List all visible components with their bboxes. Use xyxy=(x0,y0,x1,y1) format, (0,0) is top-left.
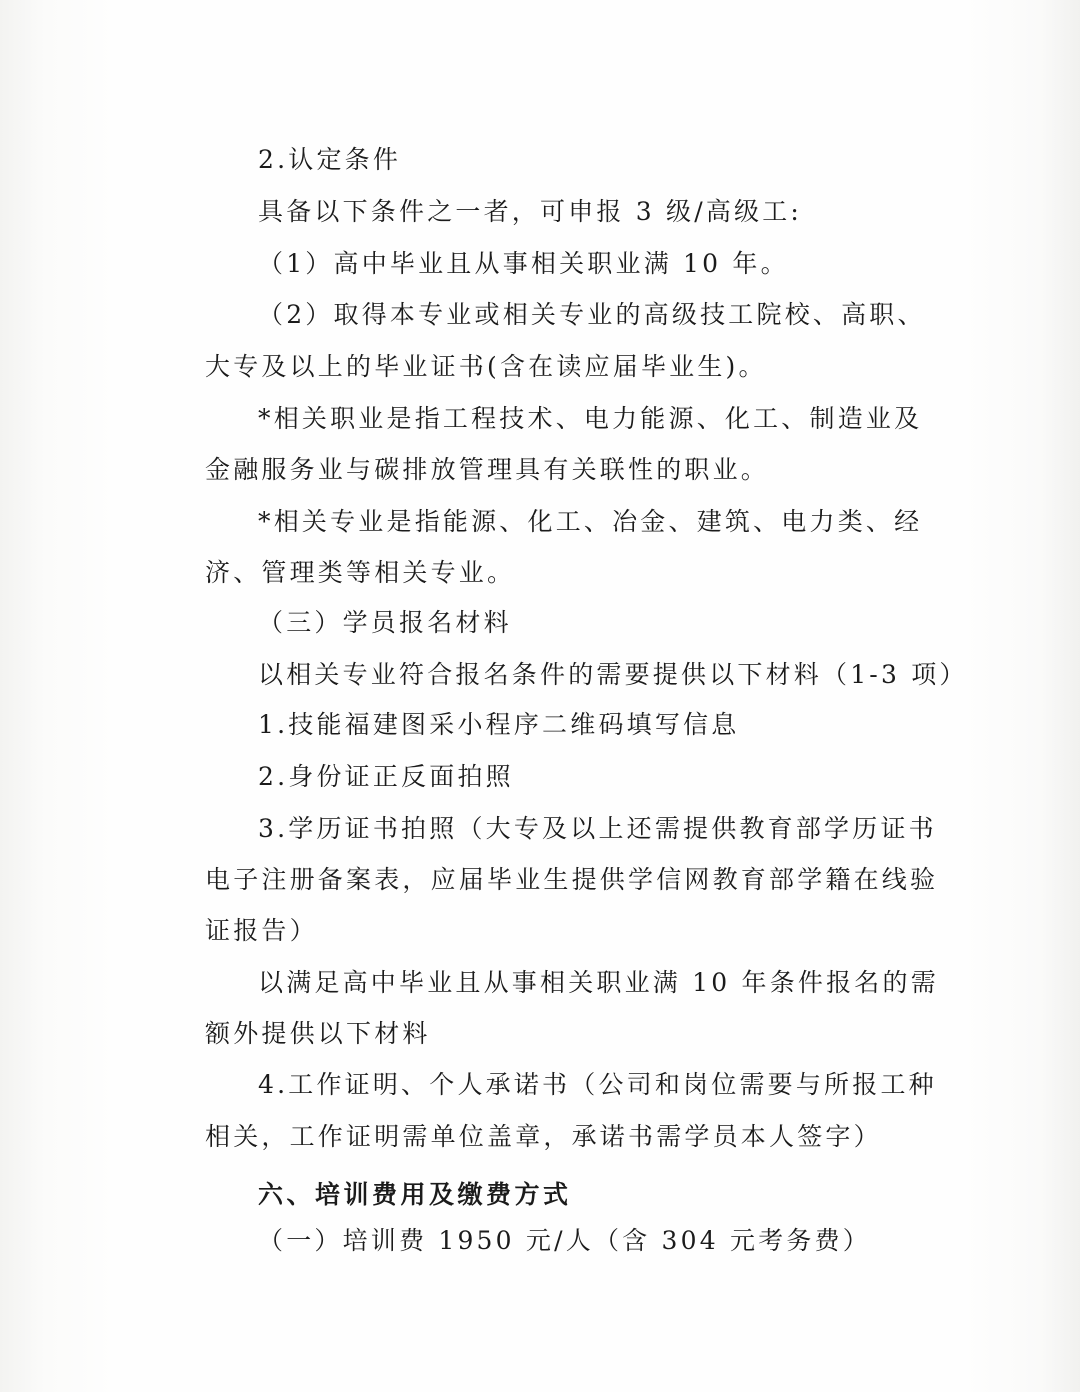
text-line-material-3-cont: 电子注册备案表，应届毕业生提供学信网教育部学籍在线验 xyxy=(205,865,939,894)
text-line-material-4: 4.工作证明、个人承诺书（公司和岗位需要与所报工种 xyxy=(258,1070,937,1099)
text-line-condition-1: （1）高中毕业且从事相关职业满 10 年。 xyxy=(258,249,789,278)
text-line-materials-intro: 以相关专业符合报名条件的需要提供以下材料（1-3 项） xyxy=(258,660,968,689)
text-line-requirement-intro: 具备以下条件之一者，可申报 3 级/高级工: xyxy=(258,197,803,226)
text-line-condition-2: （2）取得本专业或相关专业的高级技工院校、高职、 xyxy=(258,300,926,329)
text-line-condition-2-cont: 大专及以上的毕业证书(含在读应届毕业生)。 xyxy=(205,352,767,381)
text-line-training-fee: （一）培训费 1950 元/人（含 304 元考务费） xyxy=(258,1226,871,1255)
text-line-related-occupation-note: *相关职业是指工程技术、电力能源、化工、制造业及 xyxy=(258,404,923,433)
text-line-material-3-end: 证报告） xyxy=(205,916,318,945)
text-line-material-4-cont: 相关，工作证明需单位盖章，承诺书需学员本人签字） xyxy=(205,1122,882,1151)
text-line-material-1: 1.技能福建图采小程序二维码填写信息 xyxy=(258,710,740,739)
section-heading-fees: 六、培训费用及缴费方式 xyxy=(258,1180,572,1209)
text-line-material-2: 2.身份证正反面拍照 xyxy=(258,762,514,791)
text-line-section-materials: （三）学员报名材料 xyxy=(258,608,512,637)
text-line-extra-materials-intro: 以满足高中毕业且从事相关职业满 10 年条件报名的需 xyxy=(258,968,939,997)
text-line-related-occupation-note-cont: 金融服务业与碳排放管理具有关联性的职业。 xyxy=(205,455,770,484)
text-line-material-3: 3.学历证书拍照（大专及以上还需提供教育部学历证书 xyxy=(258,814,937,843)
text-line-related-major-note: *相关专业是指能源、化工、冶金、建筑、电力类、经 xyxy=(258,507,923,536)
text-line-extra-materials-intro-cont: 额外提供以下材料 xyxy=(205,1019,431,1048)
text-line-related-major-note-cont: 济、管理类等相关专业。 xyxy=(205,558,516,587)
text-line-cert-conditions: 2.认定条件 xyxy=(258,145,402,174)
